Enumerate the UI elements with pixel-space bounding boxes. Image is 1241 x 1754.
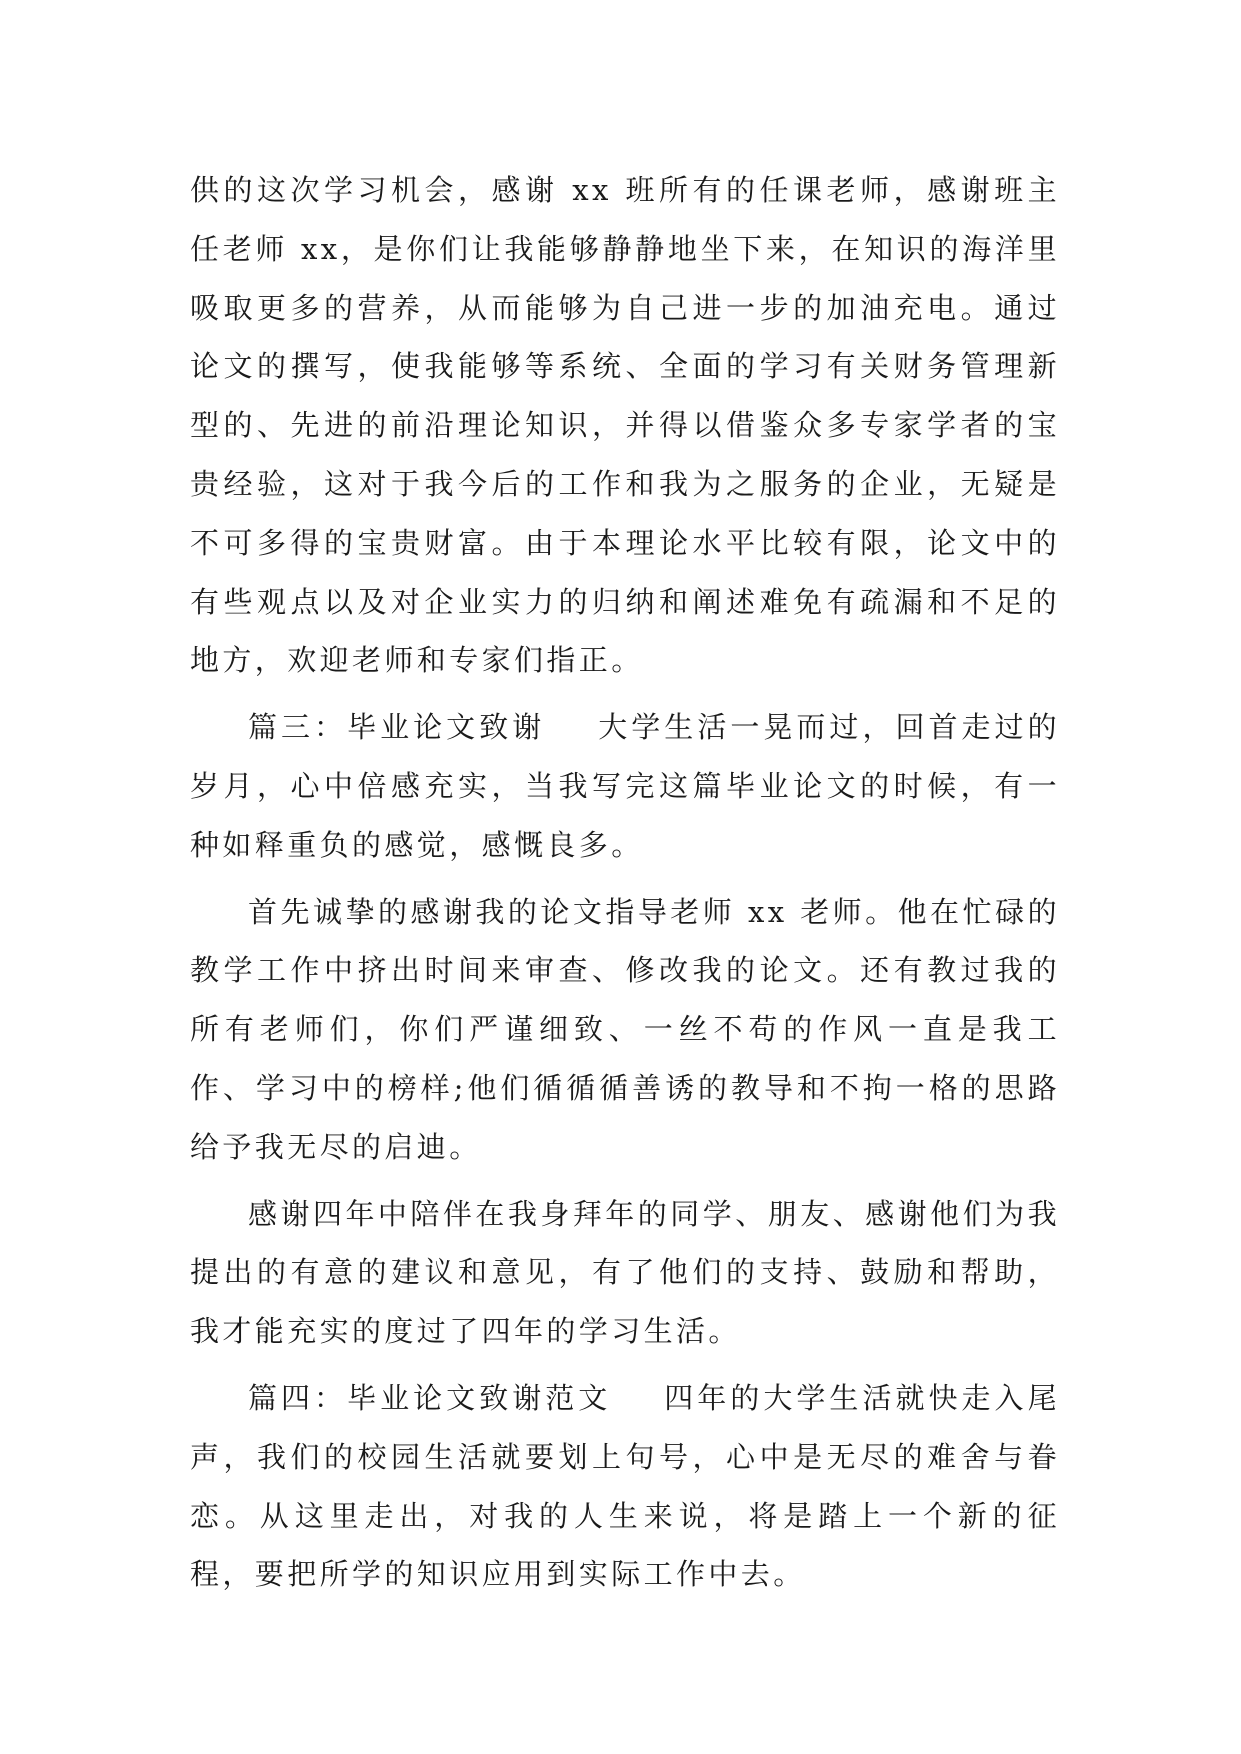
paragraph-text: 四年的大学生活就快走入尾声，我们的校园生活就要划上句号，心中是无尽的难舍与眷恋。从这里走出，对我的人生来说，将是踏上一个新的征程，要把所学的知识应用到实际工作中去。 bbox=[190, 1380, 1060, 1592]
paragraph-continuation bbox=[190, 161, 1060, 690]
paragraph-text: 大学生活一晃而过，回首走过的岁月，心中倍感充实，当我写完这篇毕业论文的时候，有一种如释重负的感觉，感慨良多。 bbox=[190, 710, 1060, 862]
paragraph-section-three bbox=[190, 698, 1060, 874]
paragraph-section-four bbox=[190, 1369, 1060, 1604]
paragraph-text: 感谢四年中陪伴在我身拜年的同学、朋友、感谢他们为我提出的有意的建议和意见，有了他们的支持、鼓励和帮助，我才能充实的度过了四年的学习生活。 bbox=[190, 1196, 1060, 1349]
section-heading: 篇四：毕业论文致谢范文 bbox=[248, 1380, 612, 1415]
section-heading: 篇三：毕业论文致谢 bbox=[248, 710, 546, 745]
paragraph-classmates-thanks bbox=[190, 1185, 1060, 1361]
paragraph-text: 首先诚挚的感谢我的论文指导老师 xx 老师。他在忙碌的教学工作中挤出时间来审查、修改我的论文。还有教过我的所有老师们，你们严谨细致、一丝不苟的作风一直是我工作、学习中的榜样;他们循循循善诱的教导和不拘一格的思路给予我无尽的启迪。 bbox=[190, 894, 1060, 1164]
paragraph-text: 供的这次学习机会，感谢 xx 班所有的任课老师，感谢班主任老师 xx，是你们让我能够静静地坐下来，在知识的海洋里吸取更多的营养，从而能够为自己进一步的加油充电。通过论文的撰写，使我能够等系统、全面的学习有关财务管理新型的、先进的前沿理论知识，并得以借鉴众多专家学者的宝贵经验，这对于我今后的工作和我为之服务的企业，无疑是不可多得的宝贵财富。由于本理论水平比较有限，论文中的有些观点以及对企业实力的归纳和阐述难免有疏漏和不足的地方，欢迎老师和专家们指正。 bbox=[190, 173, 1060, 678]
paragraph-advisor-thanks bbox=[190, 883, 1060, 1177]
document-body bbox=[190, 161, 1060, 1612]
